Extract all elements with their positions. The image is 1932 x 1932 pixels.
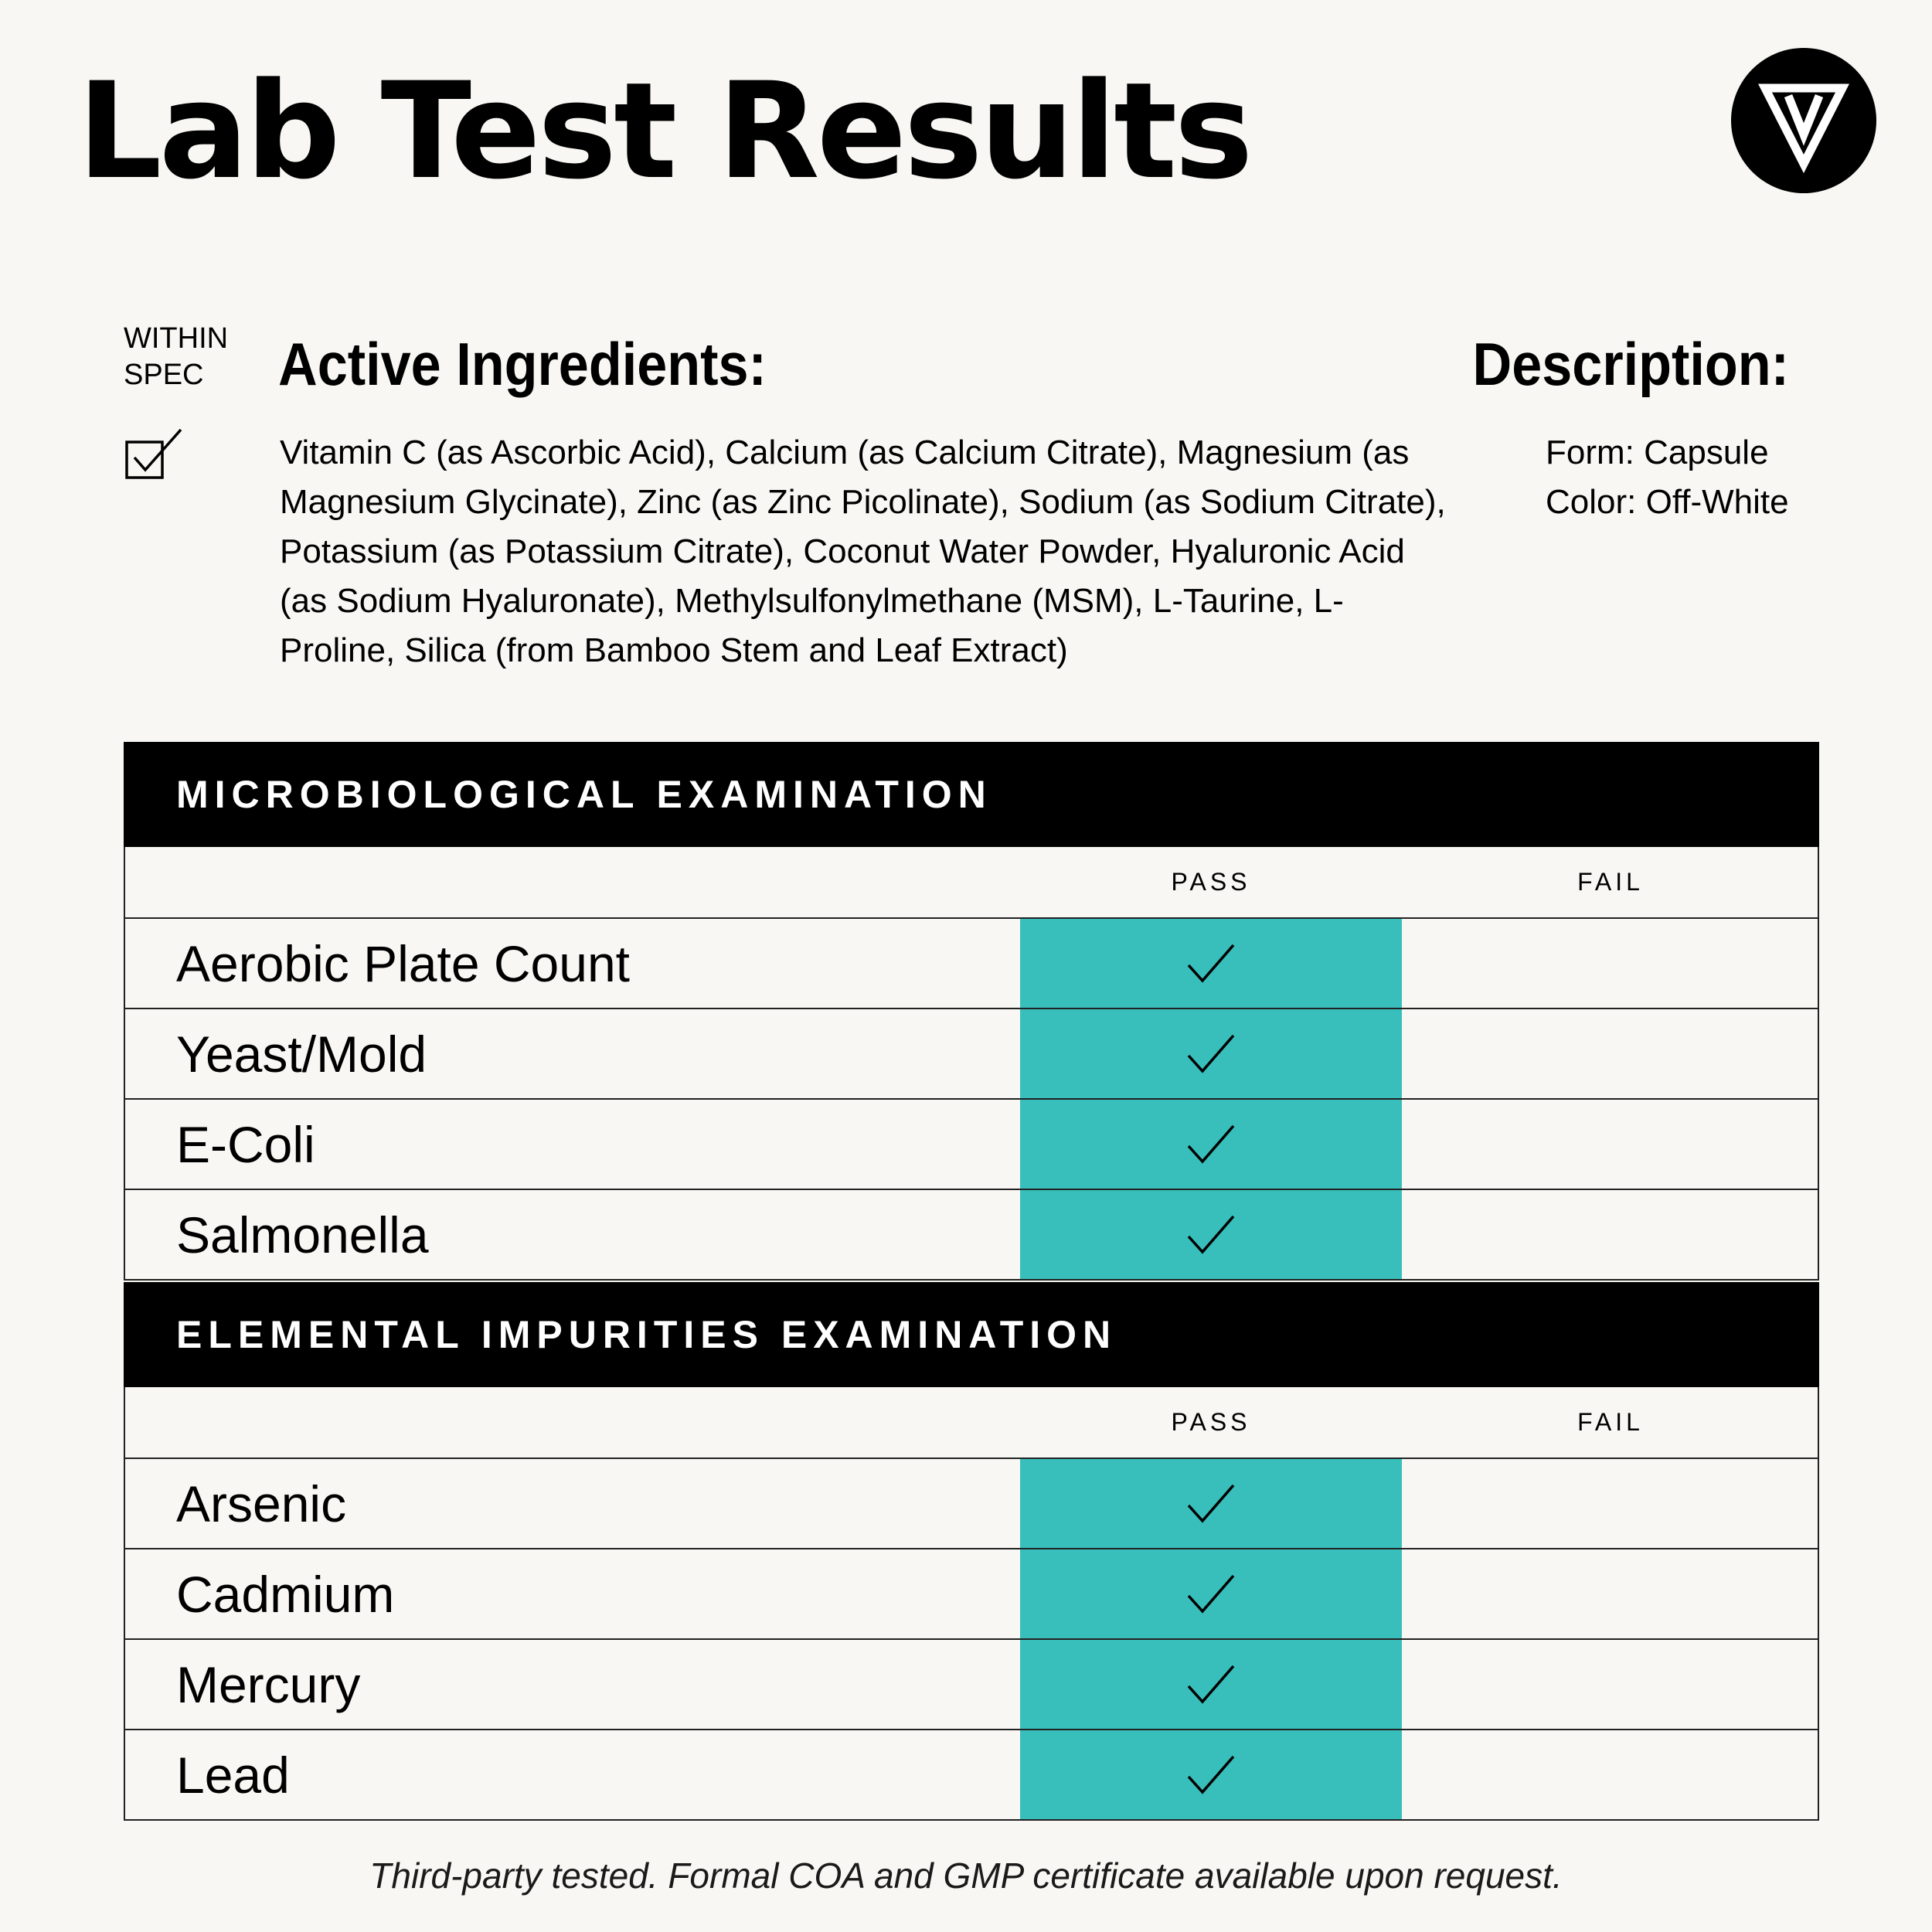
test-name: Mercury [176,1655,361,1713]
table-row [124,1549,1819,1640]
fail-cell [1402,1730,1819,1819]
pass-column-header: PASS [1171,1408,1251,1436]
fail-column-header: FAIL [1577,1408,1644,1436]
checkmark-icon [1184,940,1238,987]
description-details [1546,428,1789,527]
table-row [124,1190,1819,1281]
fail-cell [1402,1459,1819,1548]
active-ingredients-heading: Active Ingredients: [278,330,767,398]
section-header: MICROBIOLOGICAL EXAMINATION [124,742,1819,847]
fail-cell [1402,919,1819,1008]
within-spec-label: WITHIN SPEC [124,322,229,391]
pass-cell [1020,1100,1402,1189]
table-row [124,919,1819,1009]
description-form: Form: Capsule [1546,434,1769,471]
pass-cell [1020,1730,1402,1819]
column-header-row [124,1387,1819,1459]
description-color: Color: Off-White [1546,483,1789,521]
checkmark-icon [1184,1212,1238,1258]
fail-cell [1402,1100,1819,1189]
table-row [124,1730,1819,1821]
test-name: Lead [176,1746,290,1804]
pass-cell [1020,1640,1402,1729]
table-row [124,1459,1819,1549]
test-name: Salmonella [176,1206,429,1264]
pass-cell [1020,1190,1402,1279]
column-header-row [124,847,1819,919]
fail-cell [1402,1640,1819,1729]
microbiological-section [124,742,1819,1281]
fail-cell [1402,1549,1819,1638]
description-heading: Description: [1472,330,1789,398]
table-row [124,1100,1819,1190]
checkmark-icon [1184,1121,1238,1168]
test-name: Aerobic Plate Count [176,934,631,992]
test-name: E-Coli [176,1115,315,1173]
pass-cell [1020,919,1402,1008]
checkmark-icon [1184,1031,1238,1077]
table-row [124,1640,1819,1730]
pass-column-header: PASS [1171,868,1251,896]
test-name: Yeast/Mold [176,1025,427,1083]
pass-cell [1020,1549,1402,1638]
checkbox-checked-icon [124,425,185,487]
checkmark-icon [1184,1481,1238,1527]
pass-cell [1020,1459,1402,1548]
page-title: Lab Test Results [77,53,1250,209]
table-row [124,1009,1819,1100]
fail-cell [1402,1190,1819,1279]
checkmark-icon [1184,1752,1238,1798]
footer-note: Third-party tested. Formal COA and GMP certificate available upon request. [369,1855,1563,1896]
pass-cell [1020,1009,1402,1098]
checkmark-icon [1184,1571,1238,1617]
test-name: Cadmium [176,1565,395,1623]
elemental-impurities-section [124,1282,1819,1821]
triangle-v-logo-icon [1731,48,1876,193]
fail-cell [1402,1009,1819,1098]
active-ingredients-text: Vitamin C (as Ascorbic Acid), Calcium (as Calcium Citrate), Magnesium (as Magnesium Glycinate), Zinc (as Zinc Picolinate), Sodium (as Sodium Citrate), Potassium (as Potassium Citrate), Coconut Water Powder, Hyaluronic Acid (as Sodium Hyaluronate), Methylsulfonylmethane (MSM), L-Taurine, L-Proline, Silica (from Bamboo Stem and Leaf Extract) [280,434,1446,669]
section-header: ELEMENTAL IMPURITIES EXAMINATION [124,1282,1819,1387]
checkmark-icon [1184,1662,1238,1708]
test-name: Arsenic [176,1475,347,1532]
fail-column-header: FAIL [1577,868,1644,896]
